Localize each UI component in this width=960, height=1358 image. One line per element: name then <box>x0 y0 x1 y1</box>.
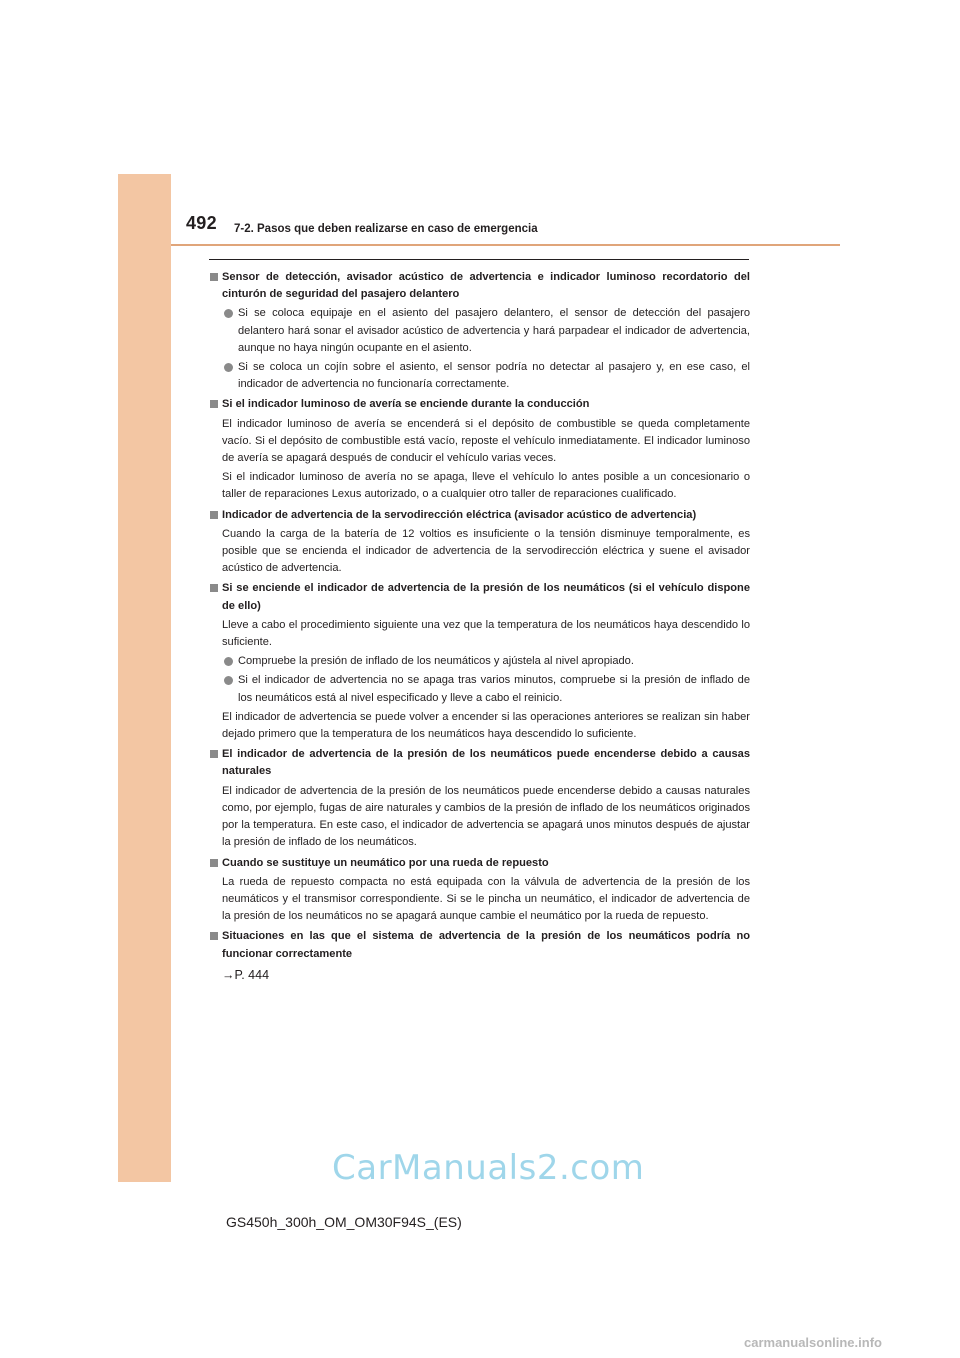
bullet-item <box>209 653 750 670</box>
bullet-item <box>209 305 750 357</box>
source-watermark: carmanualsonline.info <box>744 1335 882 1350</box>
chapter-color-band <box>118 174 171 1182</box>
bullet-text: Si se coloca equipaje en el asiento del pasajero delantero, el sensor de detección del pasajero delantero hará sonar el avisador acústico de advertencia y hará parpadear el indicador de advertencia, aunque no haya ningún ocupante en el asiento. <box>238 307 750 354</box>
section-heading <box>209 507 750 524</box>
bullet-item <box>209 672 750 706</box>
bullet-text: Compruebe la presión de inflado de los neumáticos y ajústela al nivel apropiado. <box>238 655 634 668</box>
section-heading <box>209 269 750 303</box>
paragraph: Lleve a cabo el procedimiento siguiente una vez que la temperatura de los neumáticos haya descendido lo suficiente. <box>222 618 750 649</box>
section-heading <box>209 580 750 614</box>
content-top-rule <box>209 259 749 260</box>
square-bullet-icon <box>210 273 218 281</box>
round-bullet-icon <box>224 676 233 685</box>
square-bullet-icon <box>210 750 218 758</box>
section-heading-text: Si se enciende el indicador de advertencia de la presión de los neumáticos (si el vehículo dispone de ello) <box>222 582 750 612</box>
paragraph: El indicador luminoso de avería se encenderá si el depósito de combustible se queda completamente vacío. Si el depósito de combustible está vacío, reposte el vehículo inmediatamente. El indicador luminoso de avería se apagará después de conducir el vehículo varias veces. <box>222 417 750 465</box>
bullet-item <box>209 359 750 393</box>
section-heading <box>209 855 750 872</box>
section-heading-text: Indicador de advertencia de la servodirección eléctrica (avisador acústico de advertencia) <box>222 508 697 521</box>
section-title: 7-2. Pasos que deben realizarse en caso de emergencia <box>234 223 538 235</box>
manual-content <box>209 269 750 984</box>
square-bullet-icon <box>210 859 218 867</box>
paragraph: El indicador de advertencia se puede volver a encender si las operaciones anteriores se realizan sin haber dejado primero que la temperatura de los neumáticos haya descendido lo suficiente. <box>222 710 750 741</box>
section-heading-text: Sensor de detección, avisador acústico de advertencia e indicador luminoso recordatorio del cinturón de seguridad del pasajero delantero <box>222 271 750 301</box>
square-bullet-icon <box>210 584 218 592</box>
section-heading <box>209 396 750 413</box>
round-bullet-icon <box>224 657 233 666</box>
square-bullet-icon <box>210 511 218 519</box>
paragraph: El indicador de advertencia de la presión de los neumáticos puede encenderse debido a causas naturales como, por ejemplo, fugas de aire naturales y cambios de la presión de inflado de los neumáticos originados por la temperatura. En este caso, el indicador de advertencia se apagará unos minutos después de ajustar la presión de inflado de los neumáticos. <box>222 784 750 849</box>
section-heading-text: El indicador de advertencia de la presión de los neumáticos puede encenderse debido a causas naturales <box>222 748 750 778</box>
square-bullet-icon <box>210 400 218 408</box>
paragraph: Si el indicador luminoso de avería no se apaga, lleve el vehículo lo antes posible a un concesionario o taller de reparaciones Lexus autorizado, o a cualquier otro taller de reparaciones cualificado. <box>222 471 750 501</box>
section-heading-text: Situaciones en las que el sistema de advertencia de la presión de los neumáticos podría no funcionar correctamente <box>222 930 750 960</box>
round-bullet-icon <box>224 309 233 318</box>
round-bullet-icon <box>224 363 233 372</box>
square-bullet-icon <box>210 932 218 940</box>
paragraph: La rueda de repuesto compacta no está equipada con la válvula de advertencia de la presión de los neumáticos y el transmisor correspondiente. Si se le pincha un neumático, el indicador de advertencia de la presión de los neumáticos no se apagará aunque cambie el neumático por la rueda de repuesto. <box>222 875 750 923</box>
bullet-text: Si se coloca un cojín sobre el asiento, el sensor podría no detectar al pasajero y, en ese caso, el indicador de advertencia no funcionaría correctamente. <box>238 361 750 391</box>
section-heading <box>209 928 750 962</box>
section-heading-text: Si el indicador luminoso de avería se enciende durante la conducción <box>222 398 590 411</box>
document-code: GS450h_300h_OM_OM30F94S_(ES) <box>226 1214 462 1230</box>
bullet-text: Si el indicador de advertencia no se apaga tras varios minutos, compruebe si la presión de inflado de los neumáticos está al nivel especificado y lleve a cabo el reinicio. <box>238 674 750 704</box>
page-reference: →P. 444 <box>222 967 270 982</box>
section-heading-text: Cuando se sustituye un neumático por una rueda de repuesto <box>222 856 549 869</box>
page-number: 492 <box>186 213 217 233</box>
section-heading <box>209 746 750 780</box>
watermark-text: CarManuals2.com <box>332 1148 645 1188</box>
header-rule <box>171 244 840 246</box>
paragraph: Cuando la carga de la batería de 12 voltios es insuficiente o la tensión disminuye temporalmente, es posible que se encienda el indicador de advertencia de la servodirección eléctrica y suene el avisador acústico de advertencia. <box>222 527 750 575</box>
